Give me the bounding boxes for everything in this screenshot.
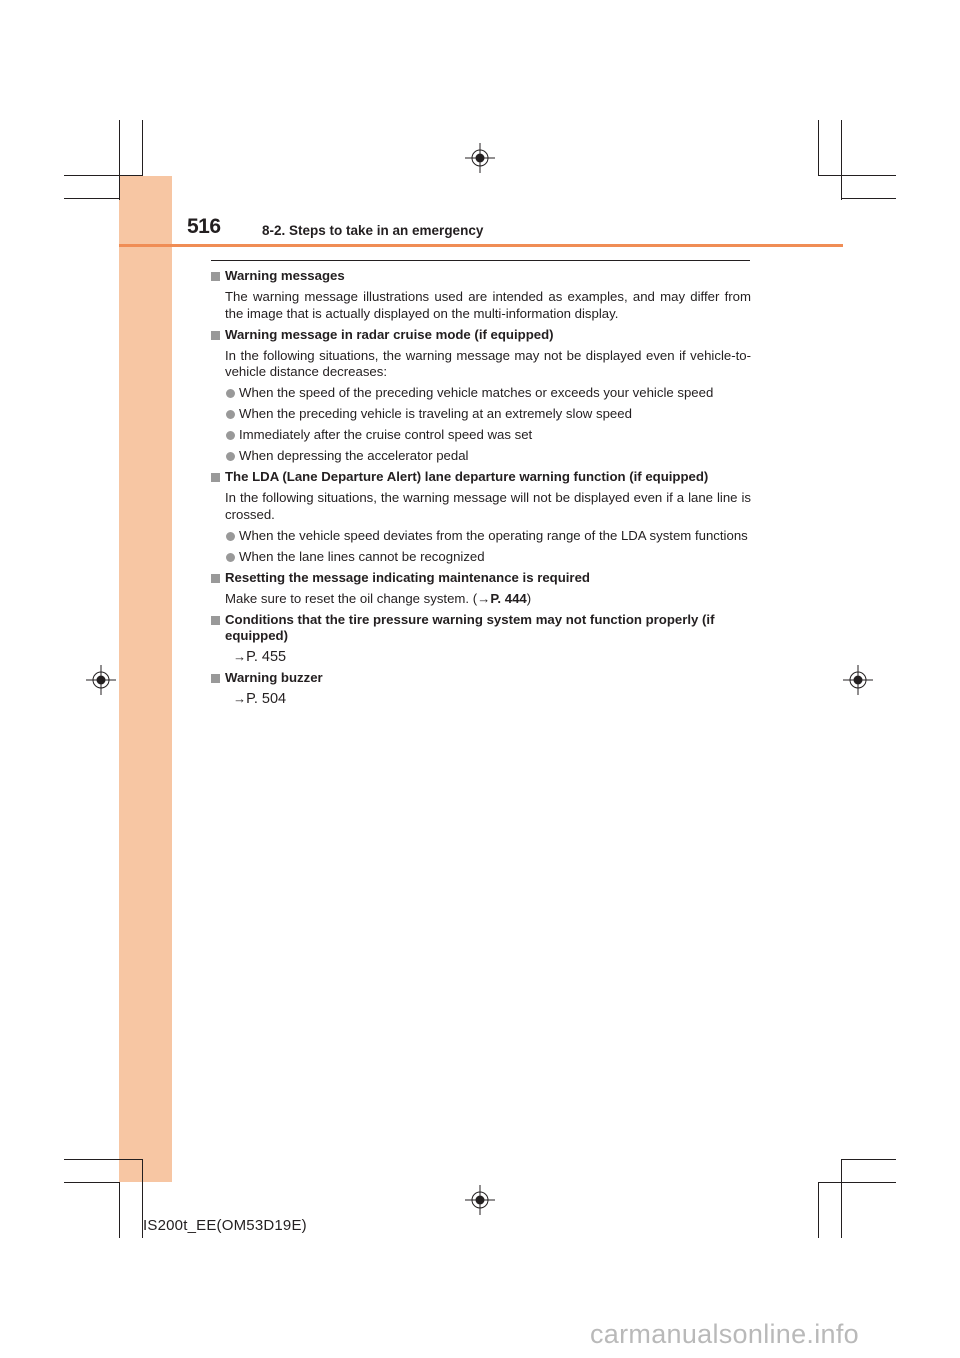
page-link[interactable]: P. 455: [246, 649, 287, 665]
registration-mark-icon: [465, 143, 495, 173]
list-item: Immediately after the cruise control speed was set: [225, 427, 751, 444]
watermark: carmanualsonline.info: [590, 1319, 859, 1349]
circle-bullet-icon: [226, 431, 235, 440]
content-body: [211, 268, 751, 712]
page-link[interactable]: P. 504: [246, 691, 287, 707]
section-radar-cruise: [211, 327, 751, 465]
section-body: In the following situations, the warning message may not be displayed even if vehicle-to-vehicle distance decreases:: [225, 347, 751, 379]
circle-bullet-icon: [226, 452, 235, 461]
section-maintenance-reset: [211, 570, 751, 608]
section-heading: Conditions that the tire pressure warning system may not function properly (if equipped): [225, 611, 715, 643]
section-heading: Warning message in radar cruise mode (if equipped): [225, 326, 554, 342]
section-heading: Warning buzzer: [225, 670, 323, 685]
page-link[interactable]: P. 444: [490, 590, 527, 606]
square-bullet-icon: [211, 616, 220, 625]
section-title: 8-2. Steps to take in an emergency: [262, 223, 484, 238]
list-item: When the preceding vehicle is traveling at an extremely slow speed: [225, 406, 751, 423]
section-heading: The LDA (Lane Departure Alert) lane departure warning function (if equipped): [225, 469, 709, 484]
square-bullet-icon: [211, 331, 220, 340]
bullet-list: [225, 385, 751, 465]
arrow-right-icon: →: [233, 691, 247, 706]
square-bullet-icon: [211, 574, 220, 583]
square-bullet-icon: [211, 272, 220, 281]
bullet-list: [225, 528, 751, 566]
model-code: IS200t_EE(OM53D19E): [143, 1217, 307, 1234]
registration-mark-icon: [86, 665, 116, 695]
list-item: When depressing the accelerator pedal: [225, 448, 751, 465]
section-warning-messages: [211, 268, 751, 322]
list-item: When the vehicle speed deviates from the operating range of the LDA system functions: [225, 528, 751, 545]
section-body: The warning message illustrations used are intended as examples, and may differ from the image that is actually displayed on the multi-information display.: [225, 289, 751, 321]
section-heading: Warning messages: [225, 268, 345, 283]
circle-bullet-icon: [226, 553, 235, 562]
section-body: In the following situations, the warning message will not be displayed even if a lane line is crossed.: [225, 490, 751, 522]
section-warning-buzzer: [211, 670, 751, 708]
list-item: When the speed of the preceding vehicle matches or exceeds your vehicle speed: [225, 385, 751, 402]
content-top-rule: [211, 260, 750, 261]
section-tire-pressure: [211, 612, 751, 666]
arrow-right-icon: →: [233, 649, 247, 664]
square-bullet-icon: [211, 473, 220, 482]
arrow-right-icon: →: [477, 590, 491, 606]
square-bullet-icon: [211, 674, 220, 683]
chapter-tab-band: [119, 176, 172, 1182]
page-reference: [225, 691, 751, 708]
page-number: 516: [187, 215, 221, 238]
circle-bullet-icon: [226, 532, 235, 541]
list-item: When the lane lines cannot be recognized: [225, 549, 751, 566]
registration-mark-icon: [465, 1185, 495, 1215]
registration-mark-icon: [843, 665, 873, 695]
page-reference: [225, 649, 751, 666]
section-body: Make sure to reset the oil change system. (→P. 444): [225, 590, 532, 606]
circle-bullet-icon: [226, 410, 235, 419]
section-lda: [211, 469, 751, 565]
section-heading: Resetting the message indicating maintenance is required: [225, 569, 590, 585]
header-rule: [119, 244, 843, 247]
circle-bullet-icon: [226, 389, 235, 398]
